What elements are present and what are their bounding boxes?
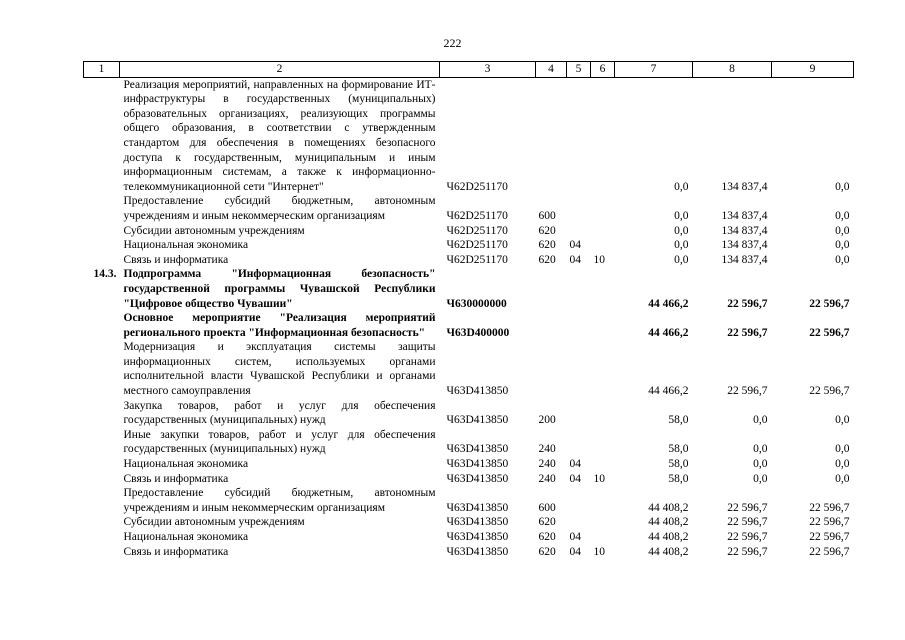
- section: [567, 224, 591, 239]
- amount-col9: 22 596,7: [809, 501, 850, 514]
- target-code: Ч63D400000: [446, 326, 510, 339]
- column-header-8: 8: [693, 62, 772, 78]
- row-name: Закупка товаров, работ и услуг для обеспечения государственных (муниципальных) нужд: [123, 399, 436, 427]
- table-row: [84, 340, 854, 398]
- target-code: Ч63D413850: [446, 516, 509, 529]
- column-header-6: 6: [591, 62, 615, 78]
- expense-type: 600: [538, 501, 556, 514]
- table-row: [84, 224, 854, 239]
- section: [567, 311, 591, 340]
- expense-type: [536, 267, 567, 311]
- expense-type: 620: [538, 545, 556, 558]
- expense-type: 200: [538, 414, 556, 427]
- amount-col8: 134 837,4: [721, 209, 768, 222]
- table-row: [84, 486, 854, 515]
- section: 04: [569, 472, 581, 485]
- expense-type: 620: [538, 516, 556, 529]
- table-row: [84, 194, 854, 223]
- section: [567, 340, 591, 398]
- amount-col9: 22 596,7: [809, 531, 850, 543]
- row-number: [84, 238, 120, 253]
- table-row: [84, 515, 854, 530]
- amount-col7: 44 466,2: [648, 297, 689, 310]
- amount-col7: 0,0: [674, 239, 689, 252]
- expense-type: 620: [538, 224, 556, 237]
- expense-type: 240: [538, 472, 556, 485]
- expense-type: [536, 77, 567, 194]
- section: 04: [569, 545, 581, 558]
- header-row: [84, 62, 854, 78]
- amount-col7: 58,0: [668, 472, 689, 485]
- amount-col7: 0,0: [674, 253, 689, 266]
- column-header-4: 4: [536, 62, 567, 78]
- row-number: [84, 515, 120, 530]
- subsection: [591, 238, 615, 253]
- amount-col7: 0,0: [674, 209, 689, 222]
- row-name: Предоставление субсидий бюджетным, автономным учреждениям и иным некоммерческим организациям: [123, 195, 436, 222]
- column-header-5: 5: [567, 62, 591, 78]
- row-number: [84, 428, 120, 457]
- expense-type: 620: [538, 531, 556, 543]
- amount-col7: 0,0: [674, 224, 689, 237]
- table-body: [84, 77, 854, 559]
- amount-col8: 22 596,7: [727, 545, 768, 558]
- target-code: Ч630000000: [446, 297, 507, 310]
- amount-col7: 44 408,2: [648, 531, 689, 543]
- amount-col9: 22 596,7: [809, 326, 850, 339]
- amount-col9: 22 596,7: [809, 297, 850, 310]
- amount-col8: 22 596,7: [727, 326, 768, 339]
- section: [567, 515, 591, 530]
- target-code: Ч63D413850: [446, 458, 509, 471]
- table-row: [84, 311, 854, 340]
- row-number: [84, 194, 120, 223]
- section: [567, 399, 591, 428]
- subsection: [591, 77, 615, 194]
- section: 04: [569, 458, 581, 471]
- table-header: [84, 62, 854, 78]
- target-code: Ч63D413850: [446, 472, 509, 485]
- subsection: 10: [593, 472, 605, 485]
- amount-col9: 0,0: [835, 239, 850, 252]
- row-number: [84, 77, 120, 194]
- section: [567, 267, 591, 311]
- row-name: Предоставление субсидий бюджетным, автономным учреждениям и иным некоммерческим организациям: [123, 487, 436, 514]
- amount-col8: 22 596,7: [727, 501, 768, 514]
- row-number: [84, 399, 120, 428]
- row-name: Национальная экономика: [123, 531, 249, 543]
- table-row: [84, 472, 854, 487]
- amount-col8: 0,0: [753, 472, 768, 485]
- amount-col8: 22 596,7: [727, 385, 768, 398]
- target-code: Ч63D413850: [446, 443, 509, 456]
- amount-col9: 0,0: [835, 209, 850, 222]
- row-name: Субсидии автономным учреждениям: [123, 224, 305, 237]
- row-number: [84, 472, 120, 487]
- subsection: [591, 515, 615, 530]
- amount-col7: 0,0: [674, 180, 689, 193]
- amount-col8: 22 596,7: [727, 531, 768, 543]
- row-name: Связь и информатика: [123, 472, 229, 485]
- amount-col8: 134 837,4: [721, 224, 768, 237]
- expense-type: 240: [538, 458, 556, 471]
- section: [567, 486, 591, 515]
- amount-col9: 0,0: [835, 472, 850, 485]
- row-number: [84, 224, 120, 239]
- column-header-9: 9: [772, 62, 854, 78]
- subsection: [591, 194, 615, 223]
- row-name: Связь и информатика: [123, 253, 229, 266]
- row-name: Основное мероприятие "Реализация мероприятий регионального проекта "Информационная безопасность": [123, 312, 436, 339]
- target-code: Ч62D251170: [446, 239, 508, 252]
- table-row: [84, 267, 854, 311]
- target-code: Ч63D413850: [446, 501, 509, 514]
- expense-type: [536, 340, 567, 398]
- section: [567, 428, 591, 457]
- amount-col8: 134 837,4: [721, 253, 768, 266]
- row-name: Модернизация и эксплуатация системы защиты информационных систем, используемых органами исполнительной власти Чувашской Республики и органами местного самоуправления: [123, 341, 436, 398]
- amount-col9: 0,0: [835, 224, 850, 237]
- table-row: [84, 399, 854, 428]
- row-number: [84, 530, 120, 545]
- amount-col9: 22 596,7: [809, 516, 850, 529]
- subsection: [591, 428, 615, 457]
- amount-col9: 22 596,7: [809, 385, 850, 398]
- row-number: 14.3.: [93, 268, 117, 281]
- target-code: Ч63D413850: [446, 385, 509, 398]
- amount-col8: 134 837,4: [721, 180, 768, 193]
- amount-col9: 0,0: [835, 458, 850, 471]
- subsection: [591, 530, 615, 545]
- amount-col9: 22 596,7: [809, 545, 850, 558]
- section: 04: [569, 253, 581, 266]
- expense-type: 240: [538, 443, 556, 456]
- amount-col9: 0,0: [835, 180, 850, 193]
- amount-col8: 134 837,4: [721, 239, 768, 252]
- amount-col8: 0,0: [753, 458, 768, 471]
- column-header-2: 2: [120, 62, 440, 78]
- row-name: Иные закупки товаров, работ и услуг для обеспечения государственных (муниципальных) нужд: [123, 428, 436, 456]
- row-number: [84, 311, 120, 340]
- table-row: [84, 530, 854, 545]
- row-name: Национальная экономика: [123, 239, 249, 252]
- amount-col7: 44 466,2: [648, 385, 689, 398]
- target-code: Ч62D251170: [446, 180, 508, 193]
- expense-type: 620: [538, 239, 556, 252]
- amount-col7: 58,0: [668, 443, 689, 456]
- subsection: [591, 267, 615, 311]
- amount-col9: 0,0: [835, 253, 850, 266]
- subsection: [591, 486, 615, 515]
- amount-col9: 0,0: [835, 414, 850, 427]
- table-row: [84, 428, 854, 457]
- column-header-3: 3: [440, 62, 536, 78]
- row-number: [84, 253, 120, 268]
- amount-col7: 44 408,2: [648, 545, 689, 558]
- section: [567, 77, 591, 194]
- amount-col7: 58,0: [668, 458, 689, 471]
- amount-col8: 22 596,7: [727, 297, 768, 310]
- expense-type: 600: [538, 209, 556, 222]
- budget-table: [83, 61, 854, 559]
- expense-type: [536, 311, 567, 340]
- amount-col8: 0,0: [753, 443, 768, 456]
- row-name: Реализация мероприятий, направленных на формирование ИТ-инфраструктуры в государственных (муниципальных) образовательных организациях, реализующих программы общего образования, в соответствии с утвержденным стандартом для обеспечения в помещениях безопасного доступа к государственным, муниципальным и иным информационным системам, а также к информационно-телекоммуникационной сети "Интернет": [123, 78, 436, 193]
- subsection: [591, 340, 615, 398]
- amount-col7: 44 408,2: [648, 516, 689, 529]
- target-code: Ч63D413850: [446, 545, 509, 558]
- table-row: [84, 238, 854, 253]
- amount-col7: 44 408,2: [648, 501, 689, 514]
- row-number: [84, 340, 120, 398]
- target-code: Ч62D251170: [446, 209, 508, 222]
- row-number: [84, 486, 120, 515]
- subsection: 10: [593, 253, 605, 266]
- row-name: Субсидии автономным учреждениям: [123, 516, 305, 529]
- column-header-7: 7: [615, 62, 693, 78]
- subsection: 10: [593, 545, 605, 558]
- amount-col9: 0,0: [835, 443, 850, 456]
- amount-col7: 58,0: [668, 414, 689, 427]
- section: 04: [569, 239, 581, 252]
- subsection: [591, 399, 615, 428]
- row-number: [84, 457, 120, 472]
- page-number: 222: [443, 36, 462, 50]
- table-row: [84, 457, 854, 472]
- row-number: [84, 545, 120, 560]
- target-code: Ч63D413850: [446, 414, 509, 427]
- target-code: Ч63D413850: [446, 531, 509, 543]
- row-name: Национальная экономика: [123, 458, 249, 471]
- table-row: [84, 77, 854, 194]
- target-code: Ч62D251170: [446, 224, 508, 237]
- amount-col8: 0,0: [753, 414, 768, 427]
- subsection: [591, 311, 615, 340]
- expense-type: 620: [538, 253, 556, 266]
- column-header-1: 1: [84, 62, 120, 78]
- subsection: [591, 224, 615, 239]
- row-name: Связь и информатика: [123, 545, 229, 558]
- target-code: Ч62D251170: [446, 253, 508, 266]
- section: [567, 194, 591, 223]
- row-name: Подпрограмма "Информационная безопасность" государственной программы Чувашской Республики "Цифровое общество Чувашии": [123, 268, 436, 310]
- table-row: [84, 253, 854, 268]
- subsection: [591, 457, 615, 472]
- amount-col8: 22 596,7: [727, 516, 768, 529]
- section: 04: [569, 531, 581, 543]
- amount-col7: 44 466,2: [648, 326, 689, 339]
- table-row: [84, 545, 854, 560]
